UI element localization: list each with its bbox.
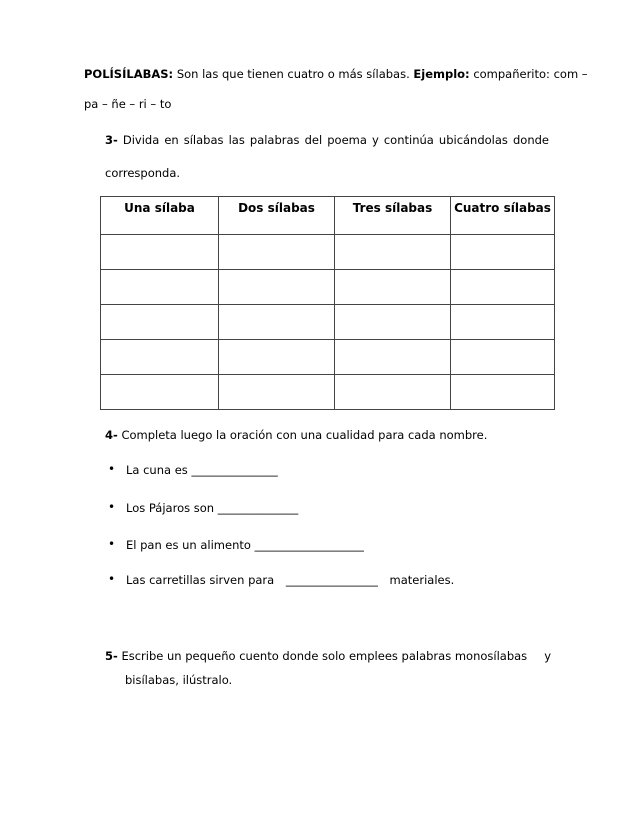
table-cell[interactable] — [451, 340, 555, 375]
table-cell[interactable] — [219, 270, 335, 305]
q3-word: del — [304, 133, 323, 147]
q4-item-text: Los Pájaros son — [126, 501, 215, 515]
q4-item-after: materiales. — [389, 573, 455, 587]
q4-item-4 — [126, 572, 454, 588]
q3-word: Divida — [122, 133, 160, 147]
table-cell[interactable] — [101, 340, 219, 375]
q3-word: donde — [512, 133, 549, 147]
q4-heading — [105, 427, 487, 443]
bullet-icon: • — [108, 500, 116, 514]
bullet-icon: • — [108, 572, 116, 586]
table-cell[interactable] — [101, 235, 219, 270]
bullet-icon: • — [108, 462, 116, 476]
q4-text: Completa luego la oración con una cualidad para cada nombre. — [121, 428, 488, 442]
table-cell[interactable] — [335, 375, 451, 410]
table-row — [101, 235, 555, 270]
intro-line-1 — [84, 66, 588, 82]
q4-item-2 — [126, 500, 298, 516]
table-cell[interactable] — [335, 270, 451, 305]
table-row — [101, 340, 555, 375]
table-cell[interactable] — [335, 235, 451, 270]
table-cell[interactable] — [451, 375, 555, 410]
table-cell[interactable] — [219, 305, 335, 340]
q3-word: palabras — [249, 133, 300, 147]
q5-line-2: bisílabas, ilústralo. — [125, 673, 233, 687]
q4-item-text: Las carretillas sirven para — [126, 573, 275, 587]
q3-line-1 — [105, 132, 549, 148]
intro-line-2: pa – ñe – ri – to — [84, 97, 172, 111]
syllable-table — [100, 196, 555, 410]
table-cell[interactable] — [219, 235, 335, 270]
example-label: Ejemplo: — [413, 67, 470, 81]
polisilabas-label: POLÍSÍLABAS: — [84, 67, 174, 81]
table-cell[interactable] — [101, 375, 219, 410]
header-dos-silabas: Dos sílabas — [219, 197, 335, 235]
q5-text-end: y — [544, 649, 551, 663]
bullet-icon: • — [108, 537, 116, 551]
header-una-silaba: Una sílaba — [101, 197, 219, 235]
q3-number: 3- — [105, 133, 118, 147]
answer-blank[interactable]: ___________________ — [254, 538, 364, 552]
q3-word: ubicándolas — [438, 133, 508, 147]
header-tres-silabas: Tres sílabas — [335, 197, 451, 235]
header-cuatro-silabas: Cuatro sílabas — [451, 197, 555, 235]
table-header-row — [101, 197, 555, 235]
q3-word: en — [164, 133, 179, 147]
table-cell[interactable] — [101, 270, 219, 305]
table-cell[interactable] — [451, 235, 555, 270]
q3-word: poema — [327, 133, 367, 147]
table-cell[interactable] — [219, 375, 335, 410]
table-cell[interactable] — [451, 270, 555, 305]
q3-word: las — [228, 133, 245, 147]
q3-word: sílabas — [183, 133, 224, 147]
table-cell[interactable] — [219, 340, 335, 375]
answer-blank[interactable]: _______________ — [191, 463, 278, 477]
example-text: compañerito: com – — [473, 67, 588, 81]
q4-item-text: La cuna es — [126, 463, 188, 477]
q4-item-1 — [126, 462, 278, 478]
q3-line-2: corresponda. — [105, 166, 181, 180]
table-row — [101, 305, 555, 340]
q3-word: continúa — [383, 133, 434, 147]
table-cell[interactable] — [451, 305, 555, 340]
q4-number: 4- — [105, 428, 118, 442]
table-cell[interactable] — [335, 340, 451, 375]
q3-word: y — [371, 133, 379, 147]
table-row — [101, 270, 555, 305]
q5-number: 5- — [105, 649, 118, 663]
table-cell[interactable] — [101, 305, 219, 340]
table-cell[interactable] — [335, 305, 451, 340]
answer-blank[interactable]: ______________ — [217, 501, 299, 515]
q4-item-3 — [126, 537, 364, 553]
answer-blank[interactable]: ________________ — [285, 573, 378, 587]
q4-item-text: El pan es un alimento — [126, 538, 251, 552]
intro-definition: Son las que tienen cuatro o más sílabas. — [176, 67, 410, 81]
table-row — [101, 375, 555, 410]
q5-line-1 — [105, 648, 551, 664]
q5-text: Escribe un pequeño cuento donde solo emplees palabras monosílabas — [121, 649, 528, 663]
